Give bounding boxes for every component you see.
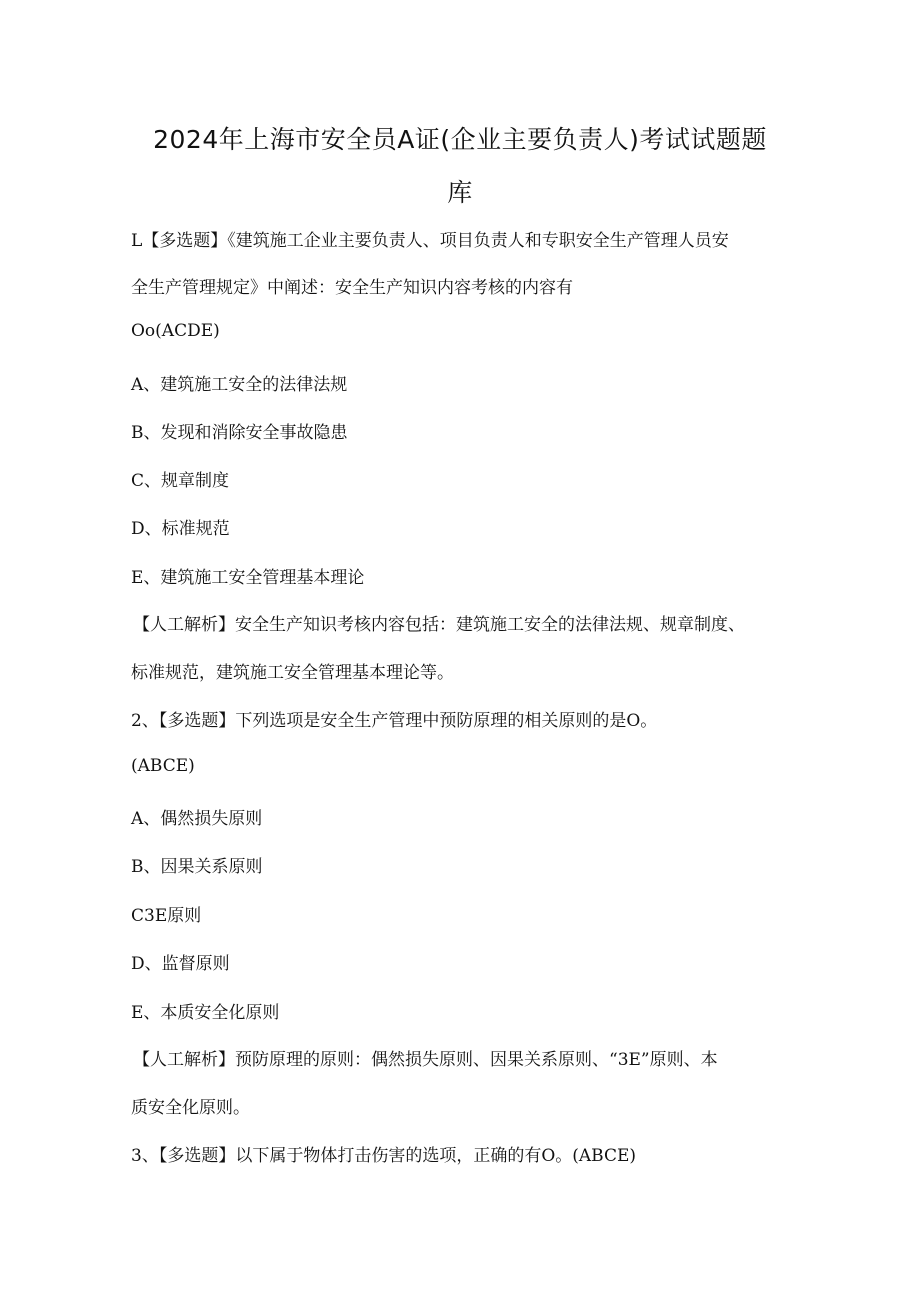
document-title-line-1: 2024年上海市安全员A证(企业主要负责人)考试试题题 — [153, 125, 767, 154]
question-2-option-e: E、本质安全化原则 — [131, 1003, 280, 1023]
question-2-answer: (ABCE) — [131, 756, 195, 776]
question-1-answer: Oo(ACDE) — [131, 321, 220, 341]
document-title-line-2: 库 — [447, 178, 473, 207]
question-2-option-d: D、监督原则 — [131, 954, 230, 974]
question-2-option-a: A、偶然损失原则 — [131, 809, 263, 829]
question-1-analysis: 【人工解析】安全生产知识考核内容包括：建筑施工安全的法律法规、规章制度、 — [133, 615, 745, 635]
question-1-option-a: A、建筑施工安全的法律法规 — [131, 375, 348, 395]
question-1-option-d: D、标准规范 — [131, 519, 230, 539]
question-2-analysis-continued: 质安全化原则。 — [131, 1098, 250, 1118]
question-1-analysis-continued: 标准规范，建筑施工安全管理基本理论等。 — [131, 663, 454, 683]
question-1-text: L【多选题】《建筑施工企业主要负责人、项目负责人和专职安全生产管理人员安 — [131, 231, 729, 251]
question-1-option-c: C、规章制度 — [131, 471, 230, 491]
question-3-text: 3、【多选题】以下属于物体打击伤害的选项，正确的有O。(ABCE) — [131, 1146, 637, 1166]
question-1-text-continued: 全生产管理规定》中阐述：安全生产知识内容考核的内容有 — [131, 278, 573, 298]
question-1-option-e: E、建筑施工安全管理基本理论 — [131, 568, 365, 588]
question-1-option-b: B、发现和消除安全事故隐患 — [131, 423, 348, 443]
question-2-analysis: 【人工解析】预防原理的原则：偶然损失原则、因果关系原则、“3E”原则、本 — [133, 1050, 718, 1070]
question-2-text: 2、【多选题】下列选项是安全生产管理中预防原理的相关原则的是O。 — [131, 711, 658, 731]
question-2-option-c: C3E原则 — [131, 906, 202, 926]
question-2-option-b: B、因果关系原则 — [131, 857, 263, 877]
